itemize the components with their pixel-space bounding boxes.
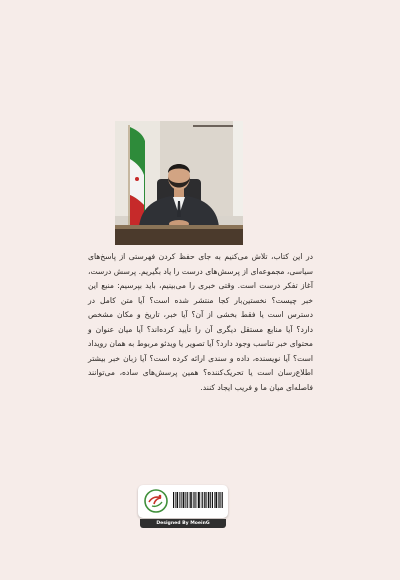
author-photo (115, 121, 243, 245)
publisher-logo-icon (143, 488, 169, 514)
designer-credit: Designed By MoeinG (140, 519, 226, 528)
publisher-badge (138, 485, 228, 518)
back-cover-text (88, 250, 313, 395)
body-paragraph: در این کتاب، تلاش می‌کنیم به جای حفظ کردن فهرستی از پاسخ‌های سیاسی، مجموعه‌ای از پرسش‌های درست را یاد بگیریم. پرسش درست، آغاز تفکر درست است. وقتی خبری را می‌بینیم، باید بپرسیم: منبع این خبر چیست؟ نخستین‌بار کجا منتشر شده است؟ آیا متن کامل در دسترس است یا فقط بخشی از آن؟ آیا خبر، تاریخ و مکان مشخص دارد؟ آیا منابع مستقل دیگری آن را تأیید کرده‌اند؟ آیا میان عنوان و محتوای خبر تناسب وجود دارد؟ آیا تصویر یا ویدئو مربوط به همان رویداد است؟ آیا نویسنده، داده و سندی ارائه کرده است؟ آیا زبان خبر بیشتر اطلاع‌رسان است یا تحریک‌کننده؟ همین پرسش‌های ساده، می‌توانند فاصله‌ای میان ما و فریب ایجاد کنند. (88, 252, 313, 392)
barcode-icon (172, 491, 224, 509)
